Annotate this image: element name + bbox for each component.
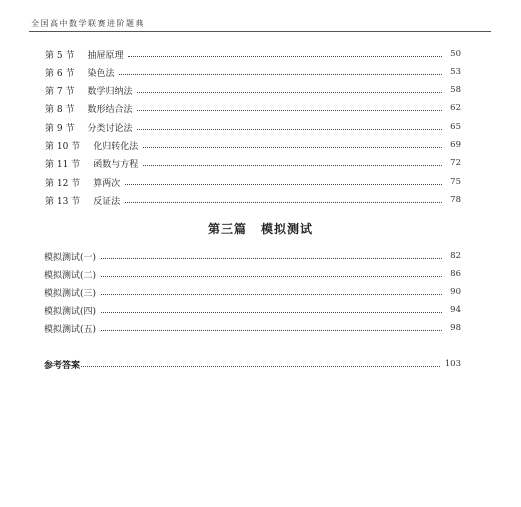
toc-entry-test-5[interactable] (44, 321, 461, 335)
toc-entry-section-6[interactable] (45, 65, 461, 79)
section-number: 第 6 节 (45, 68, 75, 79)
dot-leader (137, 128, 442, 130)
toc-entry-section-7[interactable] (45, 83, 461, 97)
section-title: 数形结合法 (87, 104, 133, 115)
section-title: 数学归纳法 (87, 86, 133, 97)
toc-entry-section-5[interactable] (45, 47, 461, 61)
test-title: 模拟测试(二) (44, 270, 97, 281)
toc-entry-section-11[interactable] (45, 156, 461, 170)
dot-leader (101, 329, 442, 331)
dot-leader (137, 91, 442, 93)
dot-leader (137, 109, 442, 111)
page-number: 90 (450, 287, 461, 297)
header-rule (29, 31, 491, 32)
dot-leader (101, 257, 442, 259)
test-title: 模拟测试(一) (44, 252, 97, 263)
page-number: 103 (444, 359, 461, 369)
toc-entry-section-10[interactable] (45, 138, 461, 152)
page-number: 82 (450, 251, 461, 261)
section-title: 抽屉原理 (87, 50, 124, 61)
answers-title: 参考答案 (44, 360, 81, 371)
dot-leader (143, 146, 442, 148)
section-number: 第 5 节 (45, 50, 75, 61)
page-number: 62 (450, 103, 461, 113)
dot-leader (119, 73, 442, 75)
section-number: 第 12 节 (45, 178, 81, 189)
section-title: 反证法 (93, 196, 121, 207)
toc-entry-test-4[interactable] (44, 303, 461, 317)
part-heading (0, 220, 521, 237)
dot-leader (81, 365, 440, 367)
section-title: 染色法 (87, 68, 115, 79)
section-number: 第 13 节 (45, 196, 81, 207)
test-title: 模拟测试(四) (44, 306, 97, 317)
toc-entry-test-1[interactable] (44, 249, 461, 263)
page-number: 94 (450, 305, 461, 315)
dot-leader (125, 183, 442, 185)
page-number: 65 (450, 122, 461, 132)
page-number: 78 (450, 195, 461, 205)
section-number: 第 11 节 (45, 159, 81, 170)
section-title: 分类讨论法 (87, 123, 133, 134)
dot-leader (101, 275, 442, 277)
page-number: 86 (450, 269, 461, 279)
toc-entry-answers[interactable] (44, 357, 461, 371)
test-title: 模拟测试(五) (44, 324, 97, 335)
test-title: 模拟测试(三) (44, 288, 97, 299)
toc-entry-section-8[interactable] (45, 101, 461, 115)
section-title: 函数与方程 (93, 159, 139, 170)
dot-leader (128, 55, 442, 57)
section-number: 第 10 节 (45, 141, 81, 152)
toc-entry-test-3[interactable] (44, 285, 461, 299)
dot-leader (143, 164, 442, 166)
toc-entry-test-2[interactable] (44, 267, 461, 281)
section-title: 化归转化法 (93, 141, 139, 152)
page-number: 69 (450, 140, 461, 150)
page-number: 75 (450, 177, 461, 187)
page-number: 50 (450, 49, 461, 59)
toc-entry-section-13[interactable] (45, 193, 461, 207)
section-number: 第 8 节 (45, 104, 75, 115)
section-number: 第 7 节 (45, 86, 75, 97)
dot-leader (101, 311, 442, 313)
part-number: 第三篇 (207, 222, 247, 236)
dot-leader (101, 293, 442, 295)
running-header: 全国高中数学联赛进阶题典 (31, 19, 145, 28)
dot-leader (125, 201, 442, 203)
toc-entry-section-9[interactable] (45, 120, 461, 134)
page-number: 53 (450, 67, 461, 77)
page-number: 98 (450, 323, 461, 333)
section-title: 算两次 (93, 178, 121, 189)
part-title: 模拟测试 (261, 222, 314, 236)
page-number: 72 (450, 158, 461, 168)
section-number: 第 9 节 (45, 123, 75, 134)
page-number: 58 (450, 85, 461, 95)
toc-entry-section-12[interactable] (45, 175, 461, 189)
